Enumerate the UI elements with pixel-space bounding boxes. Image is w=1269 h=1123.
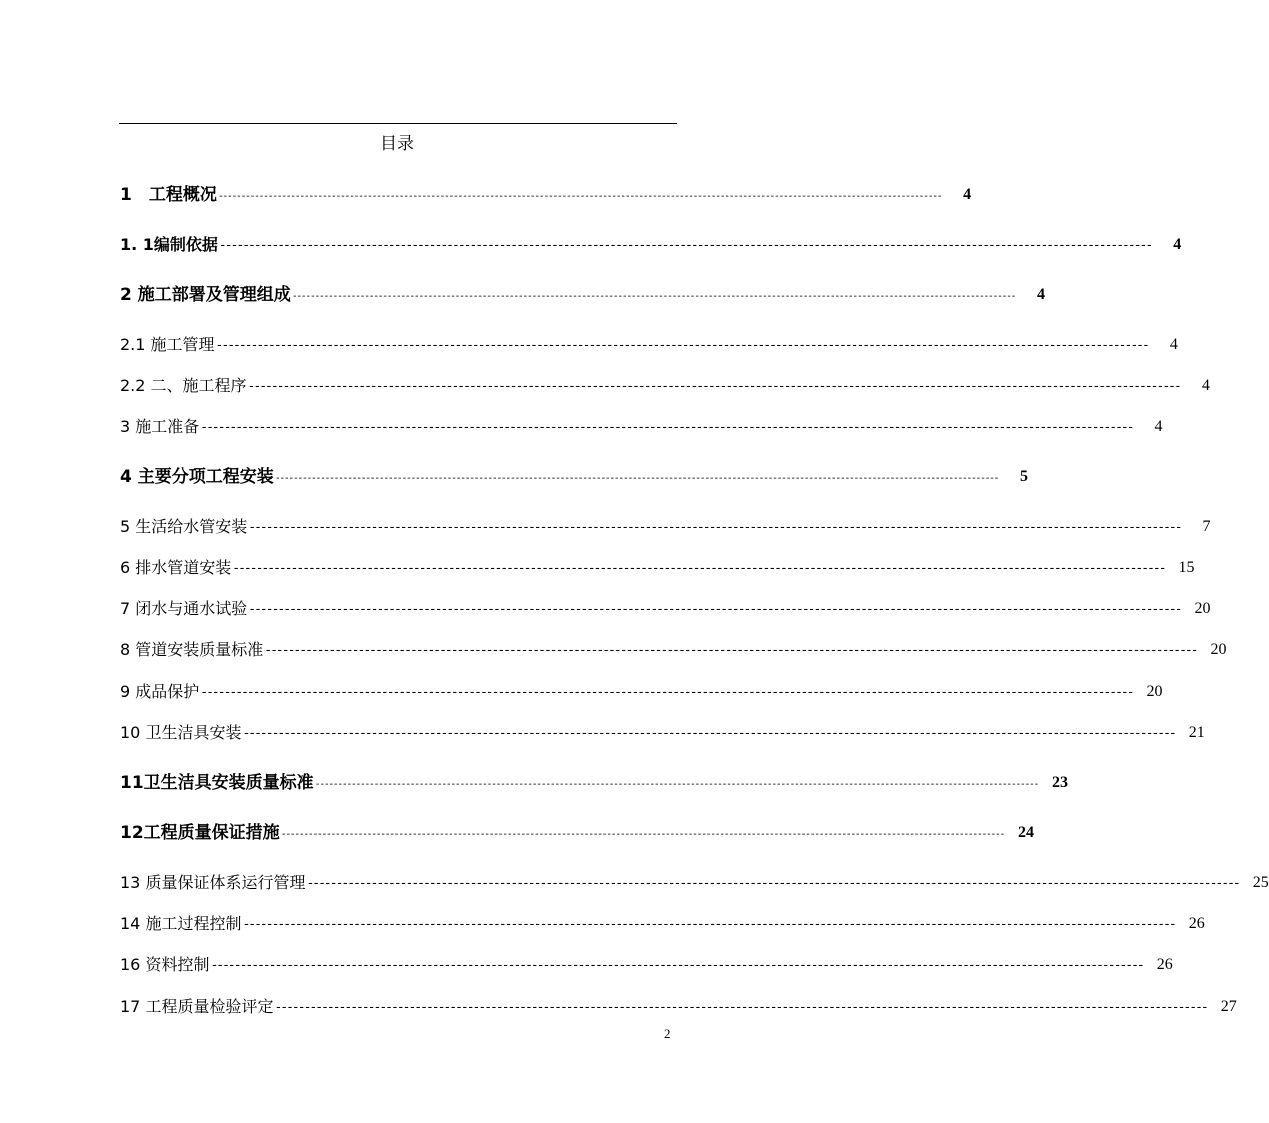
- toc-entry[interactable]: [120, 721, 1205, 745]
- toc-entry-page: 20: [1194, 600, 1211, 617]
- toc-entry-page: 21: [1188, 724, 1205, 741]
- toc-entry[interactable]: [120, 233, 1182, 257]
- toc-entry[interactable]: [120, 680, 1163, 704]
- toc-leader: ----------------------------------------------------------------------------------------------------------------------------------------------------------------: [280, 829, 1004, 840]
- toc-entry[interactable]: [120, 821, 1034, 845]
- toc-entry[interactable]: [120, 597, 1211, 621]
- toc-entry-label: 11卫生洁具安装质量标准: [120, 773, 314, 793]
- toc-entry-page: 20: [1146, 683, 1163, 700]
- toc-leader: ----------------------------------------------------------------------------------------------------------------------------------------------------------------: [248, 520, 1181, 535]
- toc-entry[interactable]: [120, 912, 1205, 936]
- toc-entry-page: 23: [1051, 774, 1068, 791]
- toc-leader: ----------------------------------------------------------------------------------------------------------------------------------------------------------------: [242, 726, 1175, 741]
- toc-entry-label: 2.1 施工管理: [120, 335, 215, 354]
- toc-leader: ----------------------------------------------------------------------------------------------------------------------------------------------------------------: [306, 876, 1239, 891]
- toc-entry-label: 9 成品保护: [120, 682, 200, 701]
- toc-entry-label: 5 生活给水管安装: [120, 517, 248, 536]
- toc-leader: ----------------------------------------------------------------------------------------------------------------------------------------------------------------: [314, 779, 1038, 790]
- toc-entry-label: 14 施工过程控制: [120, 914, 242, 933]
- toc-entry-page: 20: [1210, 641, 1227, 658]
- toc-entry-page: 4: [1169, 336, 1178, 353]
- toc-entry[interactable]: [120, 183, 972, 207]
- toc-entry-page: 26: [1156, 956, 1173, 973]
- toc-entry-label: 6 排水管道安装: [120, 558, 232, 577]
- toc-entry[interactable]: [120, 953, 1173, 977]
- toc-entry[interactable]: [120, 871, 1269, 895]
- toc-entry-page: 4: [1154, 418, 1163, 435]
- toc-leader: ----------------------------------------------------------------------------------------------------------------------------------------------------------------: [291, 291, 1016, 302]
- toc-entry-page: 4: [963, 186, 972, 203]
- toc-entry-page: 27: [1220, 998, 1237, 1015]
- toc-entry-page: 4: [1037, 286, 1046, 303]
- toc-entry-page: 4: [1173, 236, 1182, 253]
- toc-entry-label: 17 工程质量检验评定: [120, 997, 274, 1016]
- toc-leader: ----------------------------------------------------------------------------------------------------------------------------------------------------------------: [218, 238, 1152, 253]
- toc-leader: ----------------------------------------------------------------------------------------------------------------------------------------------------------------: [274, 473, 999, 484]
- toc-entry-label: 1 工程概况: [120, 185, 217, 205]
- toc-leader: ----------------------------------------------------------------------------------------------------------------------------------------------------------------: [232, 561, 1165, 576]
- toc-entry-page: 24: [1017, 824, 1034, 841]
- header-rule: [119, 123, 677, 124]
- toc-entry-page: 7: [1202, 518, 1211, 535]
- toc-entry[interactable]: [120, 333, 1178, 357]
- toc-entry-label: 2 施工部署及管理组成: [120, 285, 291, 305]
- toc-leader: ----------------------------------------------------------------------------------------------------------------------------------------------------------------: [215, 338, 1148, 353]
- toc-entry-label: 3 施工准备: [120, 417, 200, 436]
- toc-leader: ----------------------------------------------------------------------------------------------------------------------------------------------------------------: [242, 917, 1175, 932]
- toc-entry[interactable]: [120, 556, 1195, 580]
- toc-entry[interactable]: [120, 515, 1211, 539]
- toc-leader: ----------------------------------------------------------------------------------------------------------------------------------------------------------------: [210, 958, 1143, 973]
- toc-entry[interactable]: [120, 995, 1237, 1019]
- toc-entry[interactable]: [120, 465, 1029, 489]
- toc-leader: ----------------------------------------------------------------------------------------------------------------------------------------------------------------: [200, 685, 1133, 700]
- toc-entry[interactable]: [120, 374, 1210, 398]
- toc-leader: ----------------------------------------------------------------------------------------------------------------------------------------------------------------: [200, 420, 1133, 435]
- toc-title: 目录: [380, 134, 414, 154]
- toc-entry-label: 16 资料控制: [120, 955, 210, 974]
- toc-leader: ----------------------------------------------------------------------------------------------------------------------------------------------------------------: [217, 191, 942, 202]
- toc-entry-label: 12工程质量保证措施: [120, 823, 280, 843]
- toc-entry-page: 15: [1178, 559, 1195, 576]
- toc-entry-label: 8 管道安装质量标准: [120, 640, 264, 659]
- toc-entry-label: 13 质量保证体系运行管理: [120, 873, 306, 892]
- toc-entry[interactable]: [120, 283, 1046, 307]
- toc-entry-page: 26: [1188, 915, 1205, 932]
- toc-entry[interactable]: [120, 771, 1068, 795]
- toc-entry-page: 4: [1201, 377, 1210, 394]
- toc-entry-label: 2.2 二、施工程序: [120, 376, 247, 395]
- toc-entry[interactable]: [120, 638, 1227, 662]
- toc-entry-page: 5: [1020, 468, 1029, 485]
- toc-entry-label: 7 闭水与通水试验: [120, 599, 248, 618]
- toc-leader: ----------------------------------------------------------------------------------------------------------------------------------------------------------------: [274, 1000, 1207, 1015]
- toc-entry-label: 4 主要分项工程安装: [120, 467, 274, 487]
- toc-entry[interactable]: [120, 415, 1163, 439]
- toc-entry-label: 1. 1编制依据: [120, 235, 218, 254]
- toc-leader: ----------------------------------------------------------------------------------------------------------------------------------------------------------------: [247, 379, 1180, 394]
- toc-entry-page: 25: [1252, 874, 1269, 891]
- toc-leader: ----------------------------------------------------------------------------------------------------------------------------------------------------------------: [264, 643, 1197, 658]
- page-number: 2: [664, 1026, 671, 1041]
- toc-leader: ----------------------------------------------------------------------------------------------------------------------------------------------------------------: [248, 602, 1181, 617]
- toc-entry-label: 10 卫生洁具安装: [120, 723, 242, 742]
